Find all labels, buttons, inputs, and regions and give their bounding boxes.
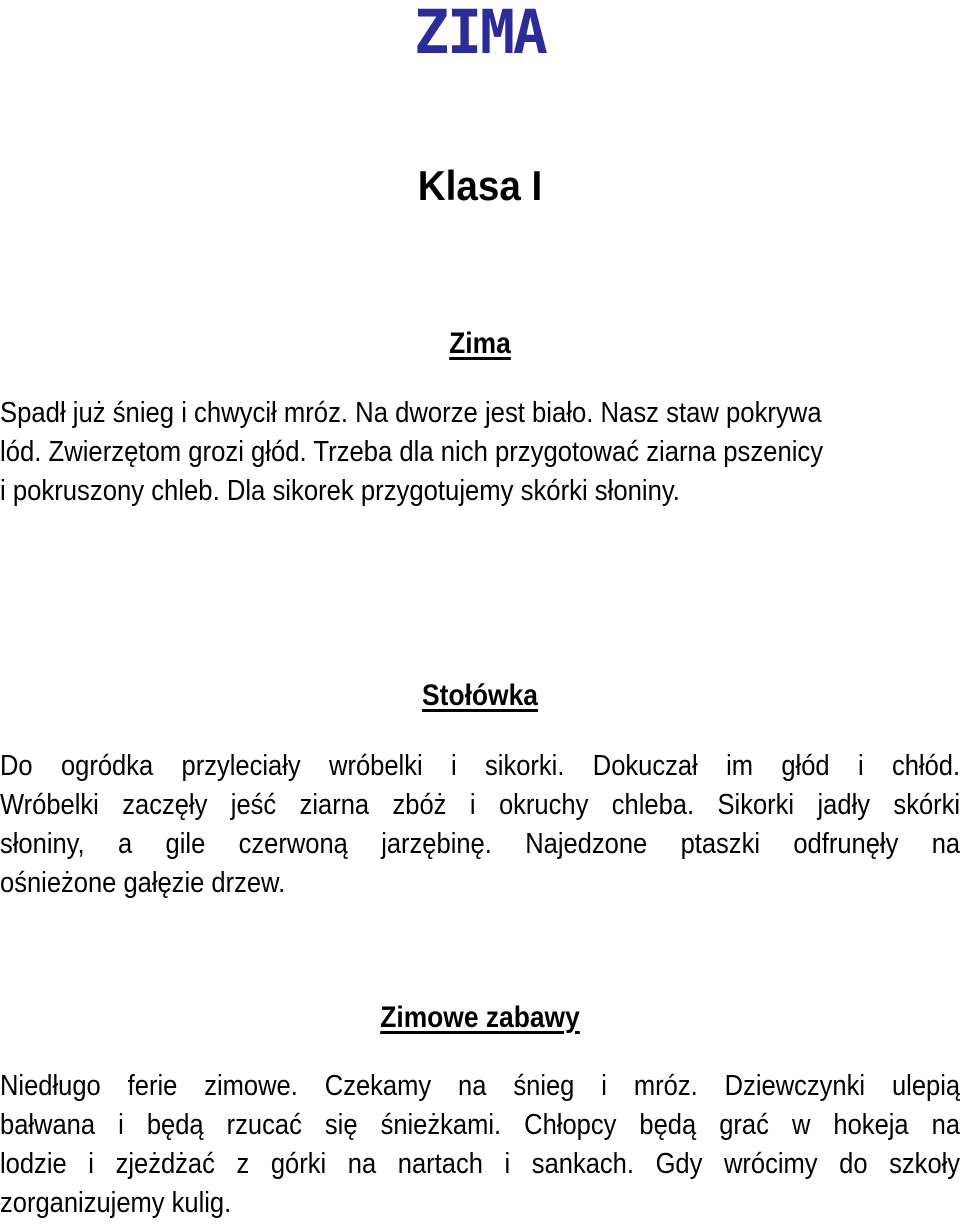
- paragraph-zimowe-zabawy: [0, 1067, 960, 1223]
- text-line: Spadł już śnieg i chwycił mróz. Na dworze jest biało. Nasz staw pokrywa: [0, 397, 822, 429]
- section-title-stolowka: Stołówka: [422, 679, 538, 712]
- text-line: lód. Zwierzętom grozi głód. Trzeba dla nich przygotować ziarna pszenicy: [0, 436, 824, 468]
- text-line: Do ogródka przyleciały wróbelki i sikorki. Dokuczał im głód i chłód.: [0, 750, 960, 782]
- text-line: słoniny, a gile czerwoną jarzębinę. Najedzone ptaszki odfrunęły na: [0, 828, 960, 860]
- text-line: zorganizujemy kulig.: [0, 1187, 232, 1219]
- class-heading: Klasa I: [417, 162, 543, 209]
- text-line: lodzie i zjeżdżać z górki na nartach i sankach. Gdy wrócimy do szkoły: [0, 1148, 960, 1180]
- paragraph-stolowka: [0, 747, 960, 903]
- text-line: Niedługo ferie zimowe. Czekamy na śnieg i mróz. Dziewczynki ulepią: [0, 1070, 960, 1102]
- section-title-zimowe-zabawy: Zimowe zabawy: [380, 1001, 580, 1034]
- text-line: bałwana i będą rzucać się śnieżkami. Chłopcy będą grać w hokeja na: [0, 1109, 960, 1141]
- text-line: i pokruszony chleb. Dla sikorek przygotujemy skórki słoniny.: [0, 475, 680, 507]
- paragraph-zima: [0, 394, 960, 511]
- page-title: ZIMA: [414, 0, 546, 68]
- text-line: ośnieżone gałęzie drzew.: [0, 867, 286, 899]
- section-title-zima: Zima: [449, 327, 511, 360]
- text-line: Wróbelki zaczęły jeść ziarna zbóż i okruchy chleba. Sikorki jadły skórki: [0, 789, 960, 821]
